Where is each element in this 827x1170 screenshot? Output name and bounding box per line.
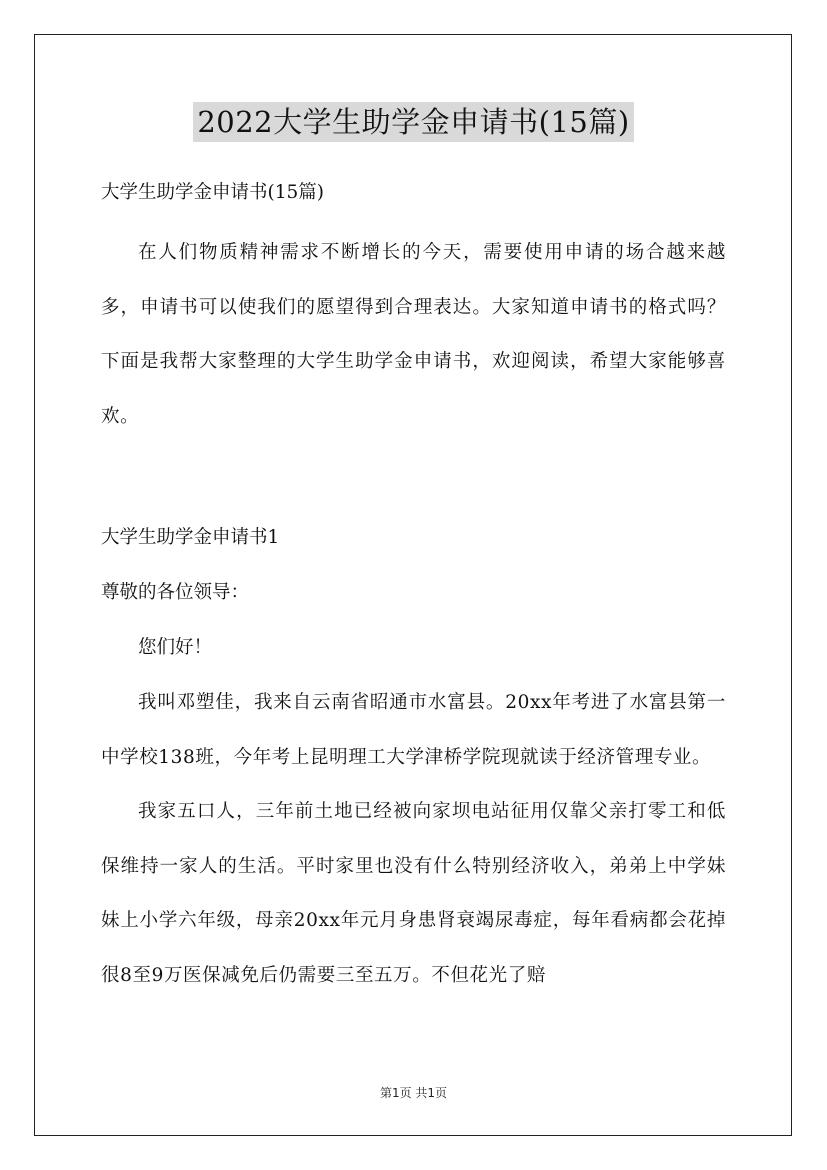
title-container — [0, 102, 827, 142]
document-subtitle: 大学生助学金申请书(15篇) — [101, 182, 324, 203]
greeting: 您们好！ — [138, 637, 213, 658]
spacer — [101, 444, 726, 520]
body-paragraph: 我家五口人，三年前土地已经被向家坝电站征用仅靠父亲打零工和低保维持一家人的生活。平时家里也没有什么特别经济收入，弟弟上中学妹妹上小学六年级，母亲20xx年元月身患肾衰竭尿毒症，每年看病都会花掉很8至9万医保减免后仍需要三至五万。不但花光了赔 — [101, 801, 726, 986]
section-heading: 大学生助学金申请书1 — [101, 527, 280, 548]
page-number: 第1页 共1页 — [379, 1086, 448, 1100]
page-title: 2022大学生助学金申请书(15篇) — [193, 102, 633, 142]
body-paragraph: 我叫邓塑佳，我来自云南省昭通市水富县。20xx年考进了水富县第一中学校138班，今年考上昆明理工大学津桥学院现就读于经济管理专业。 — [101, 692, 726, 768]
document-body — [101, 175, 726, 1003]
salutation: 尊敬的各位领导： — [101, 582, 250, 603]
intro-paragraph: 在人们物质精神需求不断增长的今天，需要使用申请的场合越来越多，申请书可以使我们的愿望得到合理表达。大家知道申请书的格式吗？下面是我帮大家整理的大学生助学金申请书，欢迎阅读，希望大家能够喜欢。 — [101, 242, 726, 427]
